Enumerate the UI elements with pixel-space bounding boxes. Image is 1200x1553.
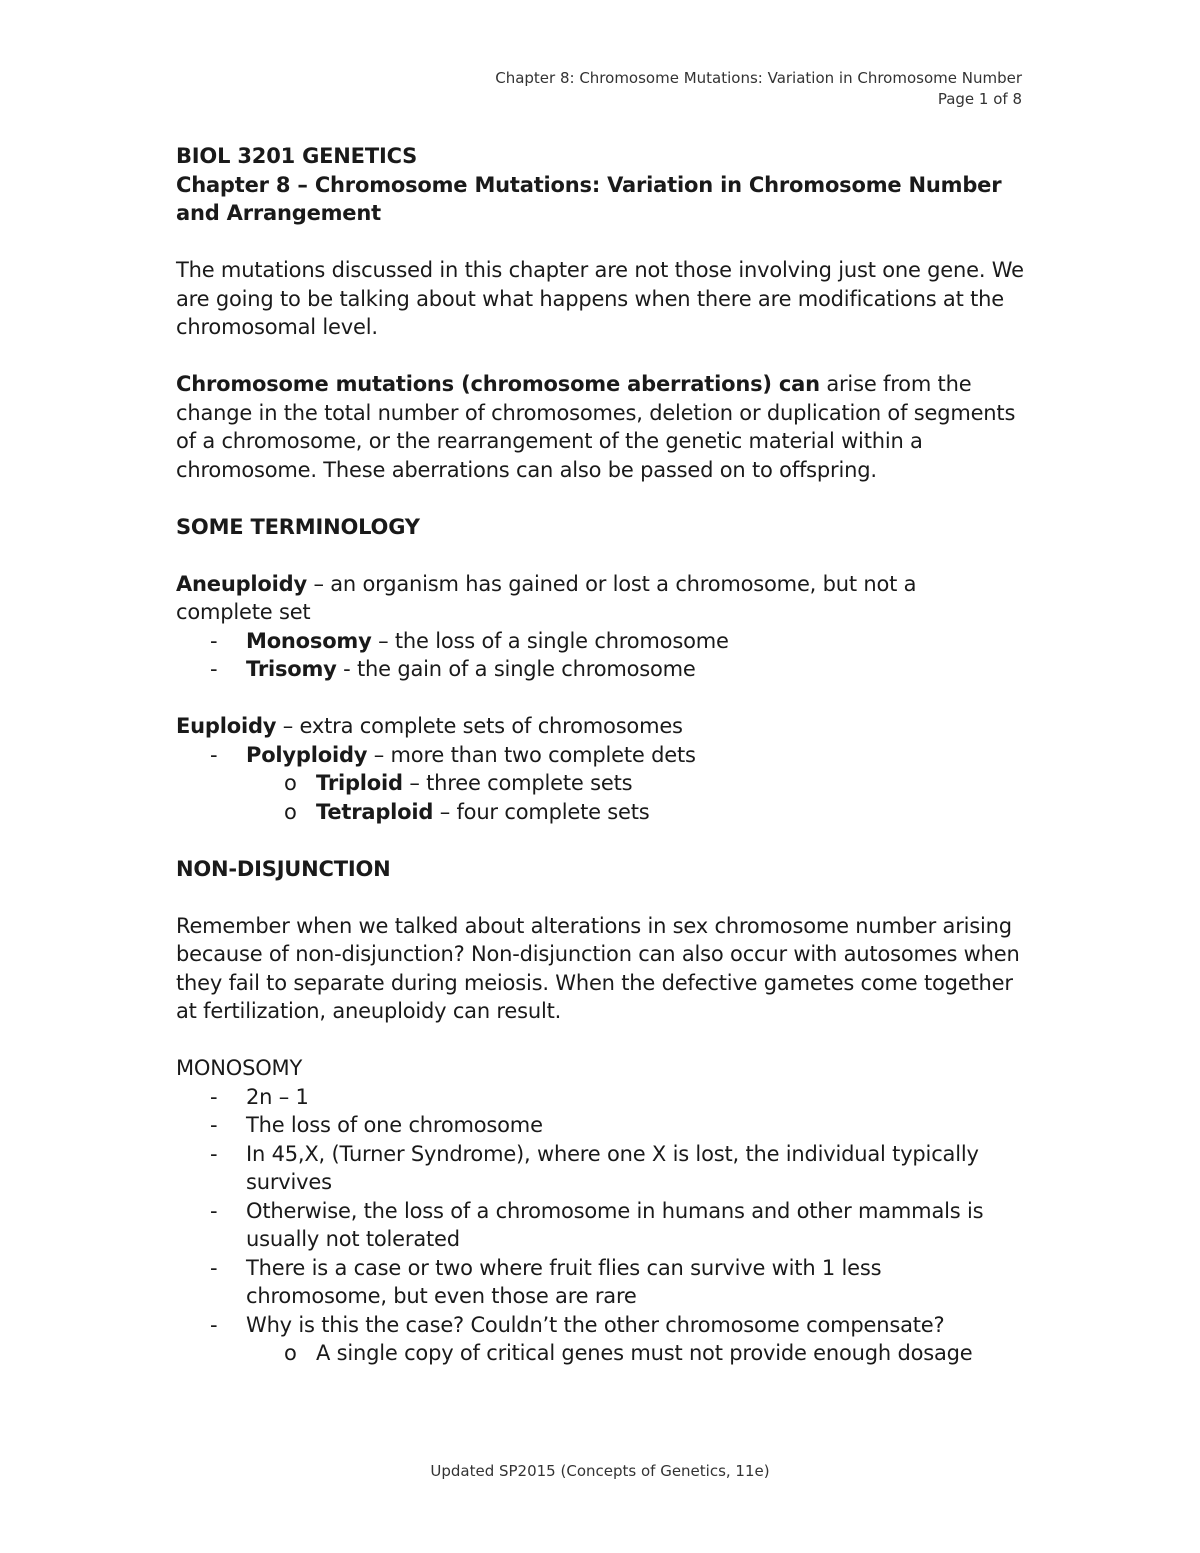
header-page-number: Page 1 of 8: [937, 90, 1022, 108]
monosomy-heading: MONOSOMY: [176, 1056, 303, 1080]
sublist-item: o Triploid – three complete sets: [284, 771, 633, 795]
list-item: - Trisomy - the gain of a single chromosome: [210, 657, 696, 681]
list-item: - The loss of one chromosome: [210, 1113, 543, 1137]
list-item: - Polyploidy – more than two complete dets o Triploid – three complete sets o Tetraploid – four complete sets: [176, 741, 1036, 827]
list-item: - Why is this the case? Couldn’t the other chromosome compensate? o A single copy of critical genes must not provide enough dosage: [176, 1311, 1006, 1368]
list-item: - Otherwise, the loss of a chromosome in humans and other mammals is usually not tolerated: [210, 1198, 984, 1251]
aneuploidy-definition: Aneuploidy – an organism has gained or lost a chromosome, but not a complete set: [176, 571, 917, 624]
page-header: [495, 68, 1022, 110]
polyploidy-sublist: [246, 769, 1036, 826]
definition-paragraph: [176, 370, 1036, 484]
header-chapter-line: Chapter 8: Chromosome Mutations: Variation in Chromosome Number: [495, 69, 1022, 87]
list-item: - In 45,X, (Turner Syndrome), where one X is lost, the individual typically survives: [210, 1141, 979, 1194]
list-item: - 2n – 1: [210, 1084, 309, 1109]
document-body: [176, 142, 1036, 1368]
sublist-item: o A single copy of critical genes must not provide enough dosage: [284, 1341, 973, 1365]
list-item: - Monosomy – the loss of a single chromosome: [210, 628, 729, 653]
nondisjunction-paragraph: Remember when we talked about alterations in sex chromosome number arising because of non-disjunction? Non-disjunction can also occur with autosomes when they fail to separate during meiosis. When the defective gametes come together at fertilization, aneuploidy can result.: [176, 913, 1020, 1023]
monosomy-list: [176, 1083, 1006, 1368]
intro-paragraph: The mutations discussed in this chapter are not those involving just one gene. We are going to be talking about what happens when there are modifications at the chromosomal level.: [176, 258, 1024, 339]
definition-text: arise from the change in the total number of chromosomes, deletion or duplication of segments of a chromosome, or the rearrangement of the genetic material within a chromosome. These aberrations can also be passed on to offspring.: [176, 372, 1016, 482]
euploidy-list: [176, 741, 1036, 827]
nondisjunction-heading: NON-DISJUNCTION: [176, 856, 391, 881]
list-item: - There is a case or two where fruit flies can survive with 1 less chromosome, but even those are rare: [210, 1255, 882, 1308]
aneuploidy-list: [176, 627, 1036, 684]
page-footer: Updated SP2015 (Concepts of Genetics, 11e): [430, 1462, 770, 1480]
sublist-item: o Tetraploid – four complete sets: [284, 799, 650, 824]
monosomy-sublist: [246, 1339, 1006, 1368]
definition-term: Chromosome mutations (chromosome aberrations) can: [176, 372, 820, 396]
euploidy-definition: Euploidy – extra complete sets of chromosomes: [176, 714, 683, 738]
terminology-heading: SOME TERMINOLOGY: [176, 514, 420, 539]
chapter-title: Chapter 8 – Chromosome Mutations: Variation in Chromosome Number and Arrangement: [176, 172, 1002, 225]
course-title: BIOL 3201 GENETICS: [176, 144, 418, 168]
